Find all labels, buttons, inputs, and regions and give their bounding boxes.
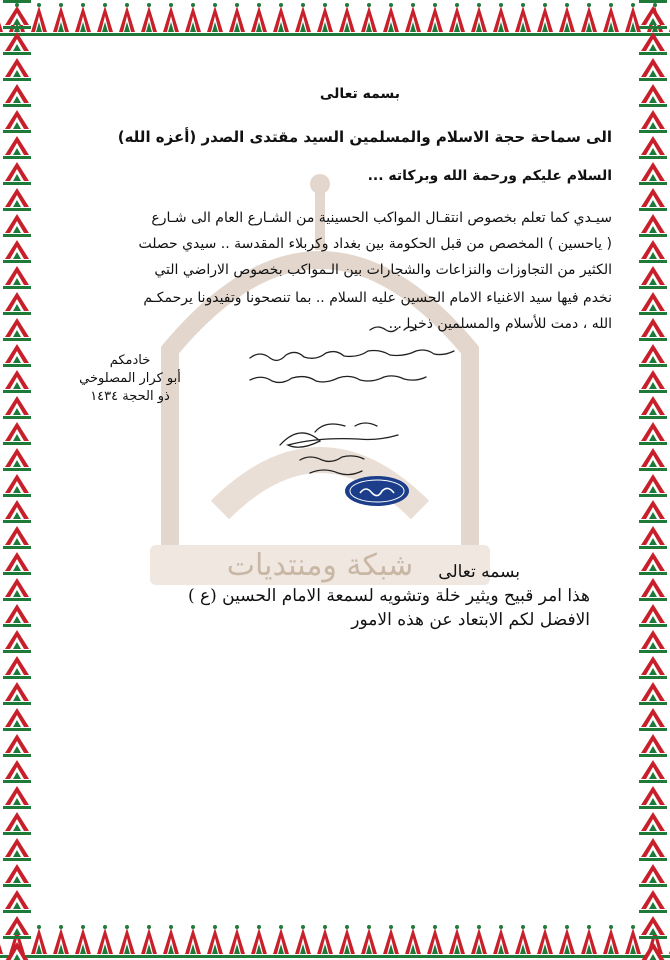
salutation: بسمه تعالى <box>319 86 400 102</box>
body-line: الله ، دمت للأسلام والمسلمين ذخرا ... <box>388 316 612 332</box>
body-line: نخدم فيها سيد الاغنياء الامام الحسين عليه السلام .. بما تنصحونا وتفيدونا يرحمكـم <box>143 290 612 306</box>
bottom-border-ornament <box>0 922 670 960</box>
signature-block <box>60 352 200 406</box>
signature-title: خادمكم <box>109 353 151 368</box>
stamp-seal <box>342 473 412 509</box>
reply-line: الافضل لكم الابتعاد عن هذه الامور <box>351 610 590 630</box>
body-line: الكثير من التجاوزات والنزاعات والشجارات بين الـمواكب بخصوص الاراضي التي <box>154 262 612 278</box>
reply-line: هذا امر قبيح ويثير خلة وتشويه لسمعة الامام الحسين (ع ) <box>187 586 590 606</box>
reply-heading: بسمه تعالى <box>438 562 520 582</box>
greeting: السلام عليكم ورحمة الله وبركاته ... <box>367 168 612 184</box>
right-border-ornament <box>636 0 670 960</box>
handwritten-annotation <box>220 310 550 490</box>
top-border-ornament <box>0 0 670 38</box>
signature-name: أبو كرار المصلوخي <box>79 371 181 386</box>
body-line: ( ياحسين ) المخصص من قبل الحكومة بين بغداد وكربلاء المقدسة .. سيدي حصلت <box>138 236 612 252</box>
typed-reply <box>188 560 590 632</box>
signature-date: ذو الحجة ١٤٣٤ <box>90 389 170 404</box>
body-line: سيـدي كما تعلم بخصوص انتقـال المواكب الحسينية من الشـارع العام الى شـارع <box>151 210 612 226</box>
addressee: الى سماحة حجة الاسلام والمسلمين السيد مقتدى الصدر (أعزه الله) <box>117 128 612 146</box>
watermark-text: شبكة ومنتديات <box>226 548 414 583</box>
left-border-ornament <box>0 0 34 960</box>
